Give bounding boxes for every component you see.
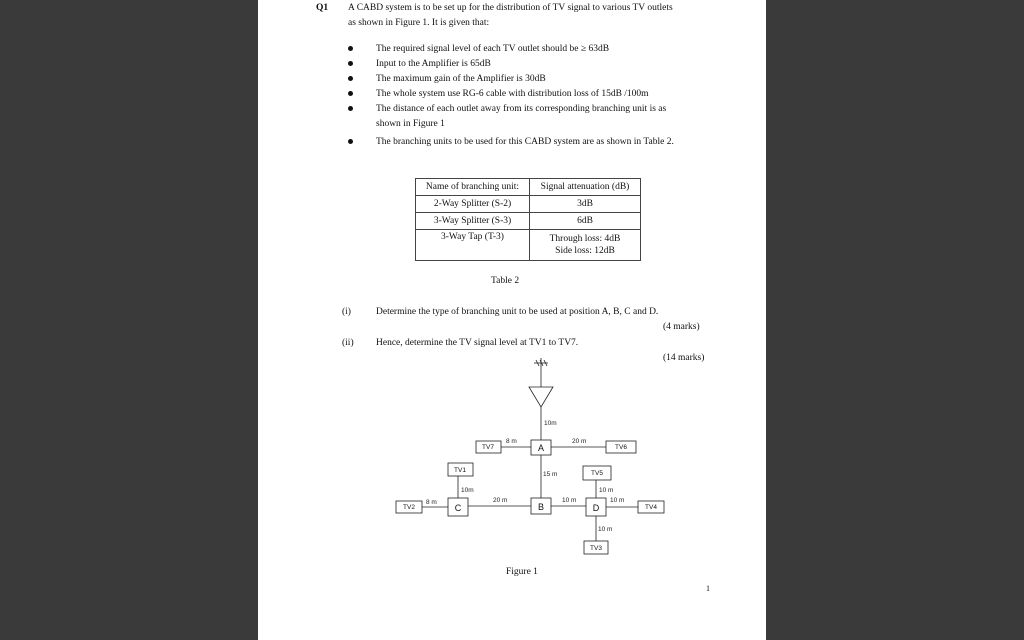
- tv2-label: TV2: [403, 504, 415, 511]
- bullet-item: The required signal level of each TV outlet should be ≥ 63dB: [376, 44, 610, 54]
- node-d-label: D: [592, 503, 600, 513]
- part-text: Hence, determine the TV signal level at TV1 to TV7.: [376, 338, 579, 348]
- document-page: [258, 0, 766, 640]
- branching-unit-table: [415, 178, 641, 261]
- bullet-item: Input to the Amplifier is 65dB: [376, 59, 491, 69]
- tv5-label: TV5: [591, 470, 603, 477]
- table-cell: 2-Way Splitter (S-2): [416, 196, 530, 213]
- part-marks: (14 marks): [663, 353, 705, 363]
- dist-d-tv5: 10 m: [599, 487, 614, 494]
- bullet-item-continuation: shown in Figure 1: [376, 119, 445, 129]
- bullet-dot: [348, 91, 353, 96]
- bullet-item: The branching units to be used for this CABD system are as shown in Table 2.: [376, 137, 674, 147]
- table-cell: 3-Way Splitter (S-3): [416, 213, 530, 230]
- table-header-cell: Signal attenuation (dB): [530, 179, 641, 196]
- table-header-row: [416, 179, 641, 196]
- amplifier-icon: [529, 387, 553, 407]
- dist-d-tv4: 10 m: [610, 497, 625, 504]
- part-marks: (4 marks): [663, 322, 700, 332]
- dist-b-d: 10 m: [562, 497, 577, 504]
- dist-a-b: 15 m: [543, 471, 558, 478]
- question-intro-line2: as shown in Figure 1. It is given that:: [348, 18, 490, 28]
- dist-a-tv6: 20 m: [572, 438, 587, 445]
- viewer-left-margin: [0, 0, 258, 640]
- tv1-label: TV1: [454, 467, 466, 474]
- table-cell: [530, 230, 641, 261]
- tv3-label: TV3: [590, 545, 602, 552]
- table-row: [416, 213, 641, 230]
- tv6-label: TV6: [615, 444, 627, 451]
- cabd-diagram: [376, 355, 666, 560]
- viewer-right-margin: [766, 0, 1024, 640]
- table-row: [416, 230, 641, 261]
- question-intro-line1: A CABD system is to be set up for the distribution of TV signal to various TV outlets: [348, 3, 673, 13]
- bullet-dot: [348, 139, 353, 144]
- through-loss-text: Through loss: 4dB: [549, 234, 621, 244]
- bullet-item: The distance of each outlet away from its corresponding branching unit is as: [376, 104, 667, 114]
- bullet-dot: [348, 76, 353, 81]
- part-text: Determine the type of branching unit to be used at position A, B, C and D.: [376, 307, 659, 317]
- bullet-item: The maximum gain of the Amplifier is 30dB: [376, 74, 546, 84]
- bullet-item: The whole system use RG-6 cable with distribution loss of 15dB /100m: [376, 89, 649, 99]
- node-c-label: C: [454, 503, 462, 513]
- side-loss-text: Side loss: 12dB: [555, 246, 615, 256]
- question-number: Q1: [316, 3, 329, 13]
- bullet-dot: [348, 46, 353, 51]
- tv4-label: TV4: [645, 504, 657, 511]
- dist-b-c: 20 m: [493, 497, 508, 504]
- figure-caption: Figure 1: [506, 567, 538, 577]
- tv7-label: TV7: [482, 444, 494, 451]
- part-label: (i): [342, 307, 351, 317]
- dist-c-tv2: 8 m: [426, 499, 437, 506]
- table-cell: 3-Way Tap (T-3): [416, 230, 530, 261]
- dist-a-tv7: 8 m: [506, 438, 517, 445]
- table-header-cell: Name of branching unit:: [416, 179, 530, 196]
- table-cell: 6dB: [530, 213, 641, 230]
- bullet-dot: [348, 61, 353, 66]
- table-caption: Table 2: [491, 276, 520, 286]
- page-number: 1: [706, 584, 710, 593]
- bullet-dot: [348, 106, 353, 111]
- node-b-label: B: [537, 502, 545, 512]
- dist-d-tv3: 10 m: [598, 526, 613, 533]
- node-a-label: A: [537, 443, 545, 453]
- table-cell: 3dB: [530, 196, 641, 213]
- dist-c-tv1: 10m: [461, 487, 474, 494]
- dist-amp-a: 10m: [544, 420, 557, 427]
- part-label: (ii): [342, 338, 354, 348]
- table-row: [416, 196, 641, 213]
